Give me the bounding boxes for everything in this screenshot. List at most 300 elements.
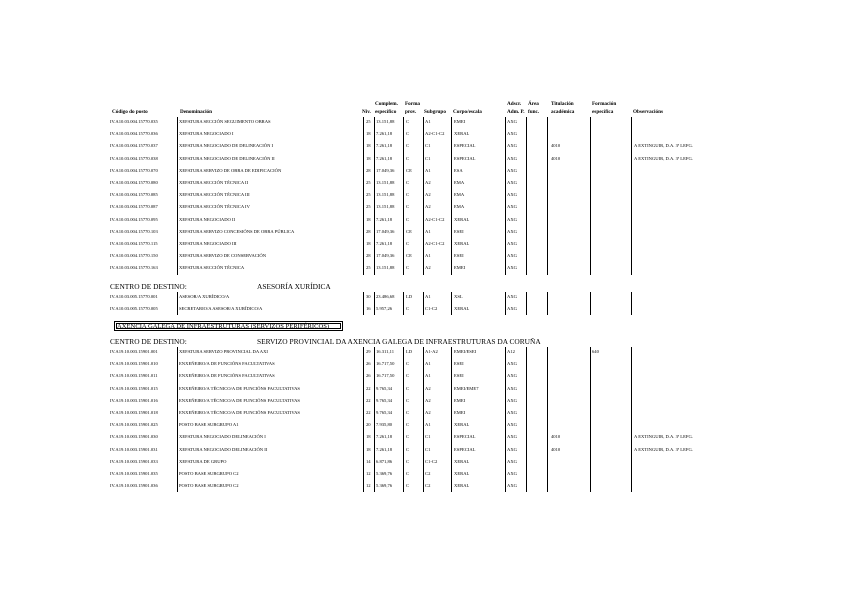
cell-corpo: ESPECIAL [454,434,476,440]
cell-nivel: 12 [366,483,371,489]
cell-adscr: AXG [507,167,517,173]
cell-nivel: 18 [366,216,371,222]
cell-subgrupo: A2-C1-C2 [425,131,445,137]
cell-codigo: IV.A10.03.005.15770.005 [110,306,158,312]
cell-forma: C [406,361,410,367]
cell-nivel: 25 [366,265,371,271]
cell-subgrupo: A1 [425,294,431,299]
cell-adscr: AXG [507,180,517,185]
table-row [110,250,640,262]
cell-complemento: 9.765,34 [376,410,393,415]
cell-codigo: IV.A19.10.003.15901.036 [110,483,158,489]
cell-adscr: AXG [507,294,517,299]
cell-adscr: AXG [507,228,517,234]
header-area-top: Área [528,101,539,107]
cell-denominacion: XEFATURA NEGOCIADO III [179,241,237,246]
agency-heading-text: AXENCIA GALEGA DE INFRAESTRUTURAS (SERVIZOS PERIFÉRICOS) [117,323,330,330]
cell-nivel: 16 [366,306,371,312]
cell-complemento: 16.717,50 [376,373,395,379]
cell-corpo: XERAL [454,131,470,137]
column-rule [631,347,632,492]
column-rule [374,292,375,315]
cell-adscr: AXG [507,422,517,428]
cell-adscr: AXG [507,155,517,161]
cell-denominacion: XEFATURA SECCIÓN TÉCNICA II [179,180,249,185]
cell-subgrupo: C1 [425,143,431,149]
table-row [110,303,640,315]
centre-destino-label-1: CENTRO DE DESTINO: [110,282,187,291]
column-rule [423,117,424,275]
column-rule [631,292,632,315]
cell-forma: C [406,458,410,464]
cell-complemento: 5.369,76 [376,471,393,476]
cell-codigo: IV.A19.10.003.15901.010 [110,361,158,367]
cell-nivel: 22 [366,397,371,403]
cell-corpo: ESPECIAL [454,143,476,149]
cell-codigo: IV.A19.10.003.15901.035 [110,471,158,476]
table-row [110,165,640,177]
cell-complemento: 7.261,18 [376,143,393,149]
table-row [110,419,640,431]
column-rule [451,292,452,315]
cell-subgrupo: C1-C2 [425,306,438,312]
column-rule [547,117,548,275]
cell-adscr: AXG [507,373,517,379]
cell-nivel: 18 [366,131,371,137]
cell-complemento: 5.957,26 [376,306,393,312]
cell-forma: C [406,143,410,149]
cell-corpo: XERAL [454,471,470,476]
cell-subgrupo: A1 [425,228,431,234]
cell-nivel: 18 [366,434,371,440]
cell-complemento: 13.151,88 [376,265,395,271]
cell-nivel: 25 [366,204,371,210]
table-row [110,456,640,468]
header-adscr-bottom: Adm. P. [507,109,525,115]
cell-adscr: AXG [507,204,517,210]
cell-complemento: 13.151,88 [376,180,395,185]
cell-observacions: A EXTINGUIR, D.A. 3ª LEFG. [634,155,693,161]
cell-corpo: XERAL [454,458,470,464]
cell-codigo: IV.A10.03.004.15770.150 [110,253,158,259]
cell-corpo: EMEI [454,119,466,124]
cell-denominacion: ASESOR/A XURÍDICO/A [179,294,230,299]
cell-denominacion: XEFATURA SERVIZO PROVINCIAL DA AXI [179,349,268,354]
cell-titulacion: 4010 [551,155,561,161]
column-rule [374,117,375,275]
cell-subgrupo: C1 [425,434,431,440]
cell-denominacion: XEFATURA NEGOCIADO I [179,131,234,137]
table-row [110,153,693,165]
cell-corpo: EMEI/ESEI [454,349,477,354]
cell-corpo: XERAL [454,306,470,312]
cell-corpo: ESEI [454,228,464,234]
cell-codigo: IV.A19.10.003.15901.018 [110,410,158,415]
cell-codigo: IV.A19.10.003.15901.001 [110,349,158,354]
cell-titulacion: 4010 [551,434,561,440]
cell-subgrupo: C2 [425,483,431,489]
column-rule [631,117,632,275]
cell-complemento: 17.049,36 [376,167,395,173]
cell-codigo: IV.A19.10.003.15901.033 [110,458,158,464]
cell-adscr: AXG [507,446,517,452]
header-subgrupo: Subgrupo [424,109,446,115]
cell-forma: C [406,131,410,137]
cell-subgrupo: A1 [425,167,431,173]
cell-subgrupo: A2-C1-C2 [425,216,445,222]
cell-subgrupo: A2 [425,410,431,415]
cell-denominacion: XEFATURA SECCIÓN SEGUIMENTO OBRAS [179,119,271,124]
cell-nivel: 20 [366,422,371,428]
cell-forma: C [406,483,410,489]
cell-corpo: EMEI [454,397,466,403]
header-complem-bottom: específico [375,109,397,115]
cell-codigo: IV.A10.03.004.15770.080 [110,180,158,185]
header-adscr-top: Adscr. [507,101,522,107]
table-row [110,444,693,456]
cell-codigo: IV.A19.10.003.15901.011 [110,373,158,379]
cell-subgrupo: A1 [425,253,431,259]
cell-adscr: AXG [507,131,517,137]
cell-nivel: 18 [366,143,371,149]
cell-denominacion: ENXEÑEIRO/A TÉCNICO/A DE FUNCIÓNS FACULTATIVAS [179,397,300,403]
cell-denominacion: SECRETARIO/A ASESOR/A XURÍDICO/A [179,306,263,312]
cell-codigo: IV.A19.10.003.15901.015 [110,385,158,391]
header-titulacion-top: Titulación [551,101,574,107]
cell-complemento: 13.151,88 [376,119,395,124]
cell-denominacion: XEFATURA DE GRUPO [179,458,227,464]
cell-codigo: IV.A10.03.004.15770.038 [110,155,158,161]
cell-codigo: IV.A10.03.004.15770.103 [110,228,158,234]
cell-nivel: 25 [366,192,371,198]
column-rule [526,292,527,315]
cell-nivel: 22 [366,410,371,415]
cell-complemento: 7.261,18 [376,446,393,452]
cell-forma: C [406,155,410,161]
cell-complemento: 17.049,36 [376,228,395,234]
cell-complemento: 9.765,34 [376,385,393,391]
cell-corpo: EMEI [454,265,466,271]
cell-forma: C [406,397,410,403]
cell-subgrupo: A2 [425,204,431,210]
cell-corpo: XSL [454,294,463,299]
column-rule [177,347,178,492]
cell-subgrupo: A1 [425,422,431,428]
cell-nivel: 22 [366,385,371,391]
column-rule [403,347,404,492]
cell-denominacion: XEFATURA NEGOCIADO II [179,216,236,222]
table-row [110,358,640,370]
cell-forma: C [406,192,410,198]
cell-adscr: AXG [507,361,517,367]
column-rule [177,292,178,315]
cell-complemento: 7.261,18 [376,155,393,161]
cell-observacions: A EXTINGUIR, D.A. 3ª LEFG. [634,446,693,452]
table-row [110,226,640,238]
cell-corpo: ESEI [454,253,464,259]
column-rule [363,347,364,492]
cell-forma: C [406,265,410,271]
cell-denominacion: XEFATURA NEGOCIADO DELINEACIÓN I [179,434,266,440]
cell-forma: C [406,119,410,124]
column-rule [374,347,375,492]
cell-corpo: XERAL [454,422,470,428]
cell-corpo: XERAL [454,483,470,489]
cell-complemento: 5.369,76 [376,483,393,489]
agency-heading [114,321,343,331]
cell-subgrupo: C1-C2 [425,458,438,464]
cell-forma: C [406,373,410,379]
cell-observacions: A EXTINGUIR, D.A. 3ª LEFG. [634,434,693,440]
cell-adscr: AXG [507,241,517,246]
cell-subgrupo: A2 [425,192,431,198]
table-row [110,407,640,419]
cell-corpo: EMA [454,204,465,210]
column-rule [547,347,548,492]
cell-adscr: AXG [507,253,517,259]
cell-formacion: 640 [592,349,599,354]
table-row [110,431,693,443]
header-forma-top: Forma [405,101,420,107]
cell-subgrupo: A2 [425,180,431,185]
cell-denominacion: XEFATURA SECCIÓN TÉCNICA [179,265,245,271]
cell-nivel: 28 [366,253,371,259]
table-row [110,128,640,140]
cell-nivel: 18 [366,446,371,452]
cell-forma: C [406,446,410,452]
header-observacions: Observacións [633,109,663,115]
cell-subgrupo: A1 [425,373,431,379]
cell-forma: C [406,180,410,185]
cell-adscr: AXG [507,306,517,312]
cell-codigo: IV.A19.10.003.15901.025 [110,422,158,428]
cell-codigo: IV.A19.10.003.15901.016 [110,397,158,403]
cell-corpo: ESPECIAL [454,446,476,452]
cell-titulacion: 4010 [551,143,561,149]
cell-forma: C [406,471,410,476]
cell-corpo: EMA [454,192,465,198]
cell-nivel: 14 [366,458,371,464]
cell-codigo: IV.A10.03.004.15770.036 [110,131,158,137]
cell-denominacion: POSTO BASE SUBGRUPO C2 [179,483,239,489]
cell-subgrupo: A2-C1-C2 [425,241,445,246]
cell-subgrupo: A2 [425,265,431,271]
cell-denominacion: XEFATURA NEGOCIADO DE DELINEACIÓN I [179,143,274,149]
table-row [110,201,640,213]
cell-complemento: 16.311,11 [376,349,395,354]
cell-corpo: XERAL [454,241,470,246]
table-row [110,383,640,395]
table-row [110,262,640,274]
centre-destino-name-1: ASESORÍA XURÍDICA [257,282,331,291]
cell-denominacion: XEFATURA SERVIZO DE CONSERVACIÓN [179,253,267,259]
cell-nivel: 30 [366,294,371,299]
cell-complemento: 7.261,18 [376,241,393,246]
column-rule [363,292,364,315]
table-row [110,140,693,152]
table-row [110,291,640,303]
centre-destino-label-2: CENTRO DE DESTINO: [110,337,187,346]
cell-observacions: A EXTINGUIR, D.A. 3ª LEFG. [634,143,693,149]
header-complem-top: Complem. [375,101,398,107]
cell-denominacion: XEFATURA NEGOCIADO DE DELINEACIÓN II [179,155,275,161]
column-rule [403,292,404,315]
cell-denominacion: XEFATURA SECCIÓN TÉCNICA III [179,192,250,198]
cell-forma: C [406,385,410,391]
header-area-bottom: func. [528,109,540,115]
cell-nivel: 25 [366,180,371,185]
column-rule [363,117,364,275]
header-forma-bottom: prov. [405,109,417,115]
cell-adscr: AXG [507,143,517,149]
cell-adscr: AXG [507,192,517,198]
cell-forma: C [406,204,410,210]
cell-complemento: 13.151,88 [376,204,395,210]
cell-complemento: 13.151,88 [376,192,395,198]
cell-codigo: IV.A19.10.003.15901.031 [110,446,158,452]
cell-corpo: ESEI [454,373,464,379]
cell-forma: LD [406,294,413,299]
cell-forma: CE [406,228,412,234]
cell-codigo: IV.A19.10.003.15901.030 [110,434,158,440]
cell-forma: LD [406,349,413,354]
column-rule [423,347,424,492]
cell-complemento: 7.261,18 [376,434,393,440]
cell-titulacion: 4010 [551,446,561,452]
cell-codigo: IV.A10.03.004.15770.035 [110,119,158,124]
cell-denominacion: XEFATURA SERVIZO DE OBRA DE EDIFICACIÓN [179,167,282,173]
cell-forma: CE [406,253,412,259]
cell-adscr: AXG [507,265,517,271]
cell-complemento: 9.765,34 [376,397,393,403]
cell-complemento: 17.049,36 [376,253,395,259]
cell-nivel: 18 [366,241,371,246]
cell-subgrupo: A1 [425,119,431,124]
column-rule [505,347,506,492]
column-rule [526,347,527,492]
column-rule [177,117,178,275]
cell-complemento: 6.871,86 [376,458,393,464]
cell-corpo: ESEI [454,361,464,367]
cell-forma: C [406,410,410,415]
cell-subgrupo: C2 [425,471,431,476]
cell-corpo: XERAL [454,216,470,222]
cell-adscr: AXG [507,483,517,489]
column-rule [451,117,452,275]
centre-destino-name-2: SERVIZO PROVINCIAL DA AXENCIA GALEGA DE INFRAESTRUTURAS DA CORUÑA [257,337,541,346]
cell-forma: CE [406,167,412,173]
header-titulacion-bottom: académica [551,109,575,115]
cell-subgrupo: A2 [425,385,431,391]
header-denominacion: Denominación [180,109,212,115]
cell-complemento: 16.717,50 [376,361,395,367]
cell-corpo: ESA [454,167,463,173]
column-rule [451,347,452,492]
cell-subgrupo: C1 [425,155,431,161]
table-row [110,370,640,382]
cell-subgrupo: A1-A2 [425,349,438,354]
cell-adscr: AXG [507,434,517,440]
cell-denominacion: ENXEÑEIRO/A DE FUNCIÓNS FACULTATIVAS [179,361,275,367]
column-rule [547,292,548,315]
column-rule [526,117,527,275]
cell-denominacion: ENXEÑEIRO/A TÉCNICO/A DE FUNCIÓNS FACULTATIVAS [179,385,300,391]
cell-nivel: 26 [366,361,371,367]
cell-subgrupo: A2 [425,397,431,403]
cell-denominacion: XEFATURA SERVIZO CONCESIÓNS DE OBRA PÚBLICA [179,228,295,234]
cell-denominacion: XEFATURA SECCIÓN TÉCNICA IV [179,204,250,210]
cell-nivel: 28 [366,167,371,173]
cell-nivel: 12 [366,471,371,476]
cell-adscr: AXG [507,385,517,391]
cell-nivel: 25 [366,119,371,124]
cell-forma: C [406,306,410,312]
cell-codigo: IV.A10.03.005.15770.001 [110,294,158,299]
table-row [110,116,640,128]
cell-corpo: EMEI [454,410,466,415]
column-rule [590,292,591,315]
cell-codigo: IV.A10.03.004.15770.087 [110,204,158,210]
cell-adscr: AXG [507,216,517,222]
cell-corpo: ESPECIAL [454,155,476,161]
cell-codigo: IV.A10.03.004.15770.037 [110,143,158,149]
cell-complemento: 7.261,18 [376,131,393,137]
cell-forma: C [406,216,410,222]
header-formacion-bottom: específica [592,109,614,115]
table-row [110,238,640,250]
table-row [110,189,640,201]
column-rule [403,117,404,275]
cell-adscr: AXG [507,397,517,403]
cell-nivel: 28 [366,228,371,234]
cell-adscr: AXG [507,410,517,415]
cell-adscr: A12 [507,349,515,354]
header-nivel: Niv. [362,109,371,115]
table-row [110,480,640,492]
cell-adscr: AXG [507,458,517,464]
cell-complemento: 7.935,80 [376,422,393,428]
cell-codigo: IV.A10.03.004.15770.095 [110,216,158,222]
cell-codigo: IV.A10.03.004.15770.085 [110,192,158,198]
cell-denominacion: ENXEÑEIRO/A DE FUNCIÓNS FACULTATIVAS [179,373,275,379]
header-corpo: Corpo/escala [453,109,482,115]
cell-corpo: EMEI/EME7 [454,385,479,391]
cell-nivel: 26 [366,373,371,379]
column-rule [505,292,506,315]
cell-corpo: EMA [454,180,465,185]
table-row [110,214,640,226]
column-rule [423,292,424,315]
cell-adscr: AXG [507,119,517,124]
column-rule [505,117,506,275]
cell-denominacion: ENXEÑEIRO/A TÉCNICO/A DE FUNCIÓNS FACULTATIVAS [179,410,300,415]
cell-codigo: IV.A10.03.004.15770.163 [110,265,158,271]
cell-forma: C [406,434,410,440]
cell-codigo: IV.A10.03.004.15770.115 [110,241,158,246]
cell-denominacion: XEFATURA NEGOCIADO DELINEACIÓN II [179,446,268,452]
cell-nivel: 18 [366,155,371,161]
cell-complemento: 7.261,18 [376,216,393,222]
table-row [110,468,640,480]
table-row [110,177,640,189]
cell-denominacion: POSTO BASE SUBGRUPO C2 [179,471,239,476]
cell-forma: C [406,241,410,246]
cell-complemento: 23.486,68 [376,294,395,299]
cell-subgrupo: A1 [425,361,431,367]
cell-denominacion: POSTO BASE SUBGRUPO A1 [179,422,239,428]
cell-subgrupo: C1 [425,446,431,452]
cell-codigo: IV.A10.03.004.15770.070 [110,167,158,173]
